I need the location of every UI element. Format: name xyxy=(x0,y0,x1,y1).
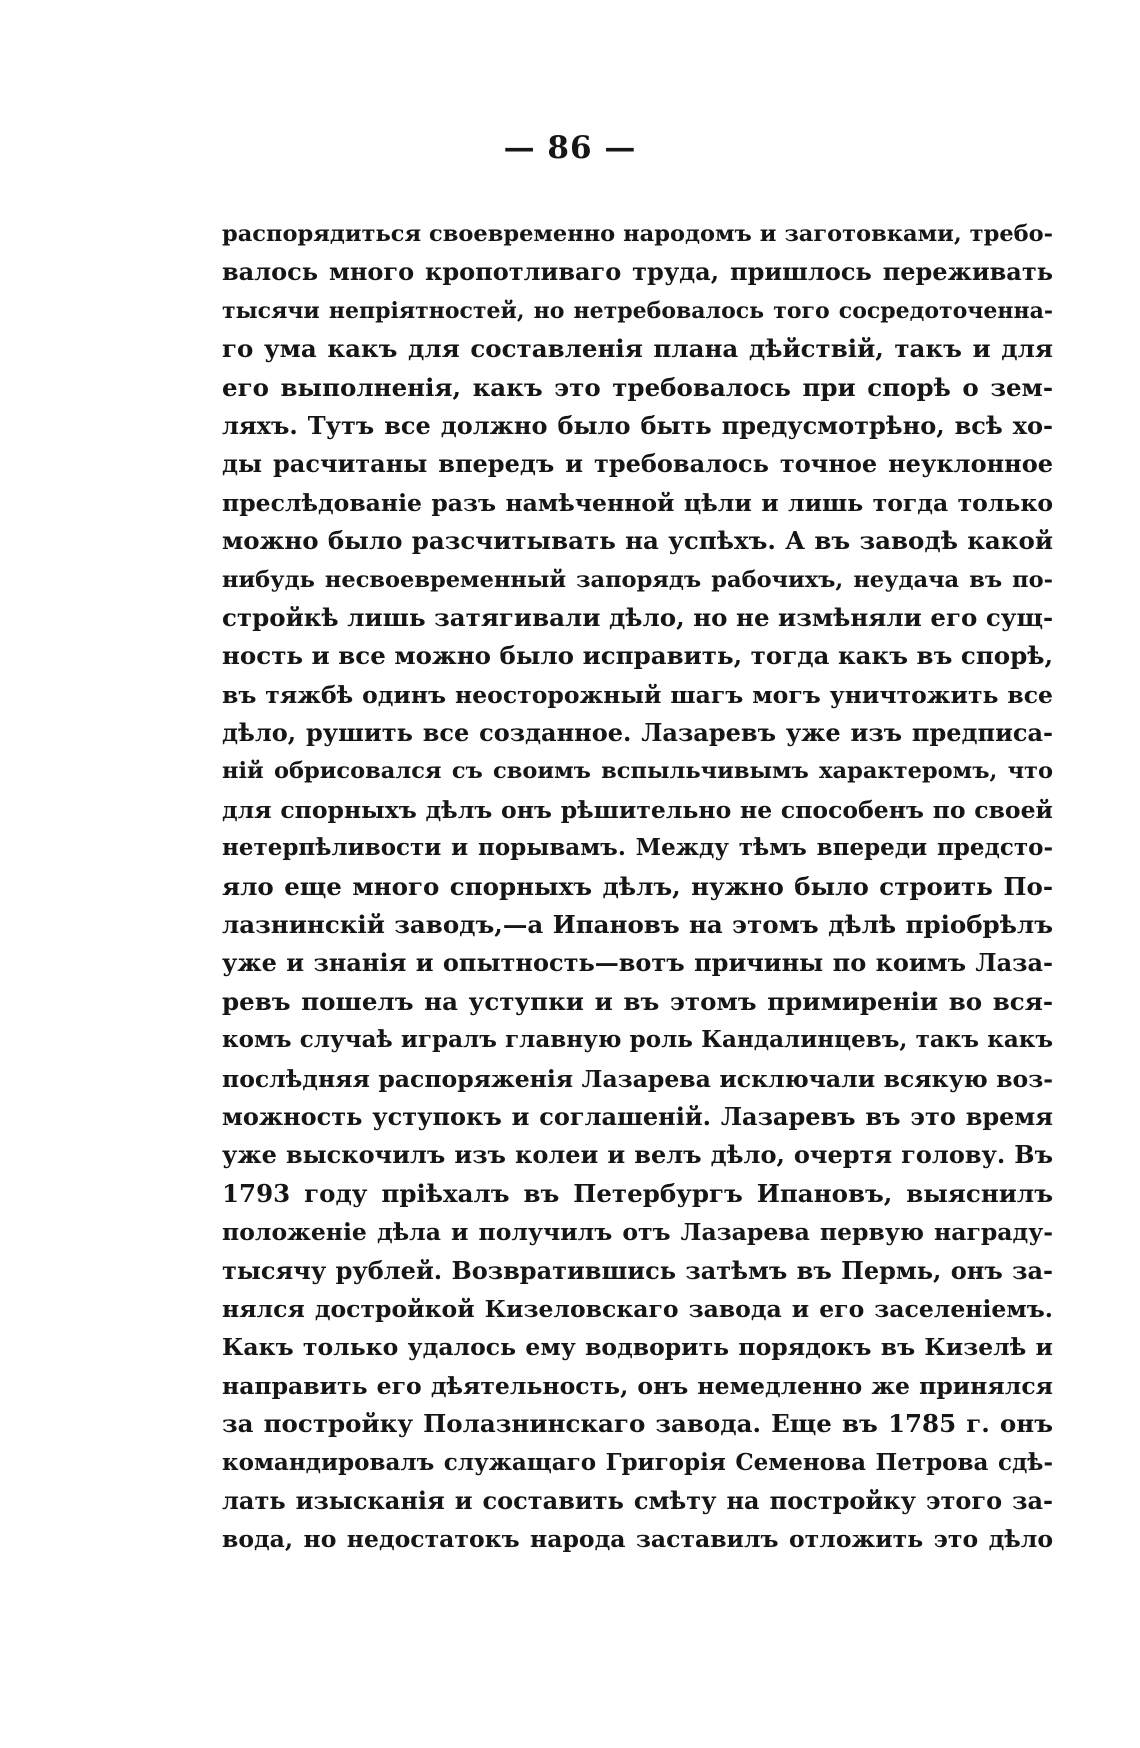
text-line: уже и знанія и опытность—вотъ причины по коимъ Лаза- xyxy=(222,948,1053,978)
text-line: можно было разсчитывать на успѣхъ. А въ заводѣ какой xyxy=(222,526,1053,556)
text-line: положеніе дѣла и получилъ отъ Лазарева первую награду- xyxy=(222,1218,1053,1247)
text-line: послѣдняя распоряженія Лазарева исключали всякую воз- xyxy=(222,1064,1053,1093)
text-line: стройкѣ лишь затягивали дѣло, но не измѣняли его сущ- xyxy=(222,602,1053,632)
text-line: ній обрисовался съ своимъ вспыльчивымъ характеромъ, что xyxy=(222,758,1053,785)
text-line: для спорныхъ дѣлъ онъ рѣшительно не способенъ по своей xyxy=(222,795,1053,824)
text-line: вода, но недостатокъ народа заставилъ отложить это дѣло xyxy=(222,1525,1053,1554)
text-line: нибудь несвоевременный запорядъ рабочихъ, неудача въ по- xyxy=(222,566,1053,593)
text-line: направить его дѣятельность, онъ немедленно же принялся xyxy=(222,1371,1053,1400)
text-line: за постройку Полазнинскаго завода. Еще въ 1785 г. онъ xyxy=(222,1409,1053,1439)
text-line: преслѣдованіе разъ намѣченной цѣли и лишь тогда только xyxy=(222,488,1053,517)
text-line: лазнинскій заводъ,—а Ипановъ на этомъ дѣлѣ пріобрѣлъ xyxy=(222,910,1053,940)
text-line: Какъ только удалось ему водворить порядокъ въ Кизелѣ и xyxy=(222,1333,1053,1362)
text-body xyxy=(222,215,1053,1559)
text-line: ность и все можно было исправить, тогда какъ въ спорѣ, xyxy=(222,641,1053,671)
text-line: ревъ пошелъ на уступки и въ этомъ примиреніи во вся- xyxy=(222,986,1053,1016)
page-number: — 86 — xyxy=(503,130,637,166)
text-line: можность уступокъ и соглашеній. Лазаревъ въ это время xyxy=(222,1101,1053,1131)
text-line: нялся достройкой Кизеловскаго завода и его заселеніемъ. xyxy=(222,1294,1053,1323)
text-line: комъ случаѣ игралъ главную роль Кандалинцевъ, такъ какъ xyxy=(222,1026,1053,1054)
text-line: дѣло, рушить все созданное. Лазаревъ уже изъ предписа- xyxy=(222,718,1053,748)
text-line: ды расчитаны впередъ и требовалось точное неуклонное xyxy=(222,449,1053,479)
text-line: нетерпѣливости и порывамъ. Между тѣмъ впереди предсто- xyxy=(222,834,1053,862)
text-line: го ума какъ для составленія плана дѣйствій, такъ и для xyxy=(222,334,1053,364)
text-line: ляхъ. Тутъ все должно было быть предусмотрѣно, всѣ хо- xyxy=(222,410,1053,440)
text-line: яло еще много спорныхъ дѣлъ, нужно было строить По- xyxy=(222,871,1053,901)
text-line: распорядиться своевременно народомъ и заготовками, требо- xyxy=(222,221,1053,247)
text-line: его выполненія, какъ это требовалось при спорѣ о зем- xyxy=(222,372,1053,402)
text-line: уже выскочилъ изъ колеи и велъ дѣло, очертя голову. Въ xyxy=(222,1140,1053,1170)
text-line: валось много кропотливаго труда, пришлось переживать xyxy=(222,257,1053,287)
text-line: въ тяжбѣ одинъ неосторожный шагъ могъ уничтожить все xyxy=(222,680,1053,709)
text-line: тысячи непріятностей, но нетребовалось того сосредоточенна- xyxy=(222,297,1053,324)
text-line: лать изысканія и составить смѣту на постройку этого за- xyxy=(222,1485,1053,1515)
text-line: командировалъ служащаго Григорія Семенова Петрова сдѣ- xyxy=(222,1448,1053,1476)
text-line: тысячу рублей. Возвратившись затѣмъ въ Пермь, онъ за- xyxy=(222,1255,1053,1285)
text-line: 1793 году пріѣхалъ въ Петербургъ Ипановъ, выяснилъ xyxy=(222,1178,1053,1208)
